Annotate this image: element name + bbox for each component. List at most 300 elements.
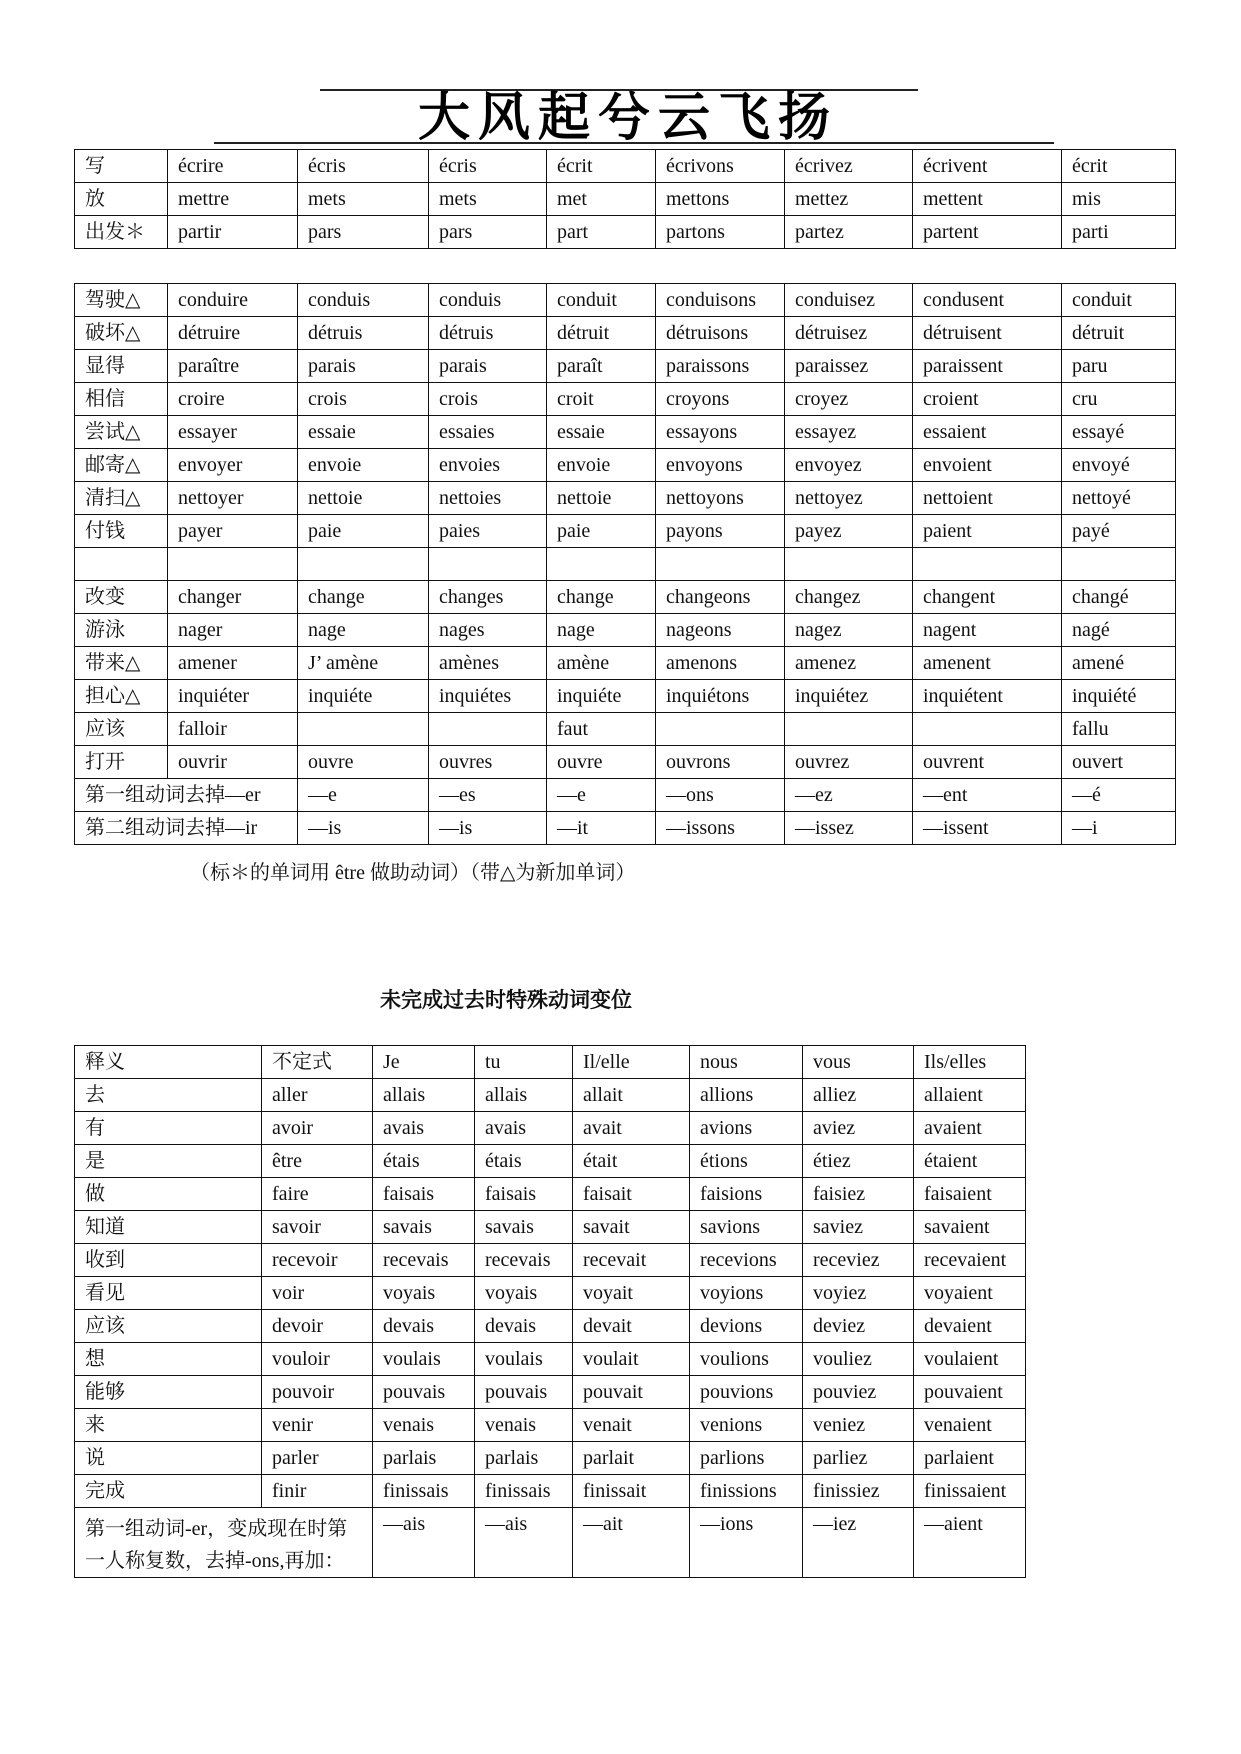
meaning-cell: 是 <box>75 1145 262 1178</box>
form-cell: faut <box>547 713 656 746</box>
form-cell: essaies <box>429 416 547 449</box>
form-cell: mis <box>1062 183 1176 216</box>
verb-row <box>75 1343 1026 1376</box>
form-cell: finir <box>262 1475 373 1508</box>
form-cell: —ent <box>913 779 1062 812</box>
form-cell: voyiez <box>803 1277 914 1310</box>
verb-row <box>75 383 1176 416</box>
ending-cell: —ais <box>373 1508 475 1578</box>
form-cell: part <box>547 216 656 249</box>
form-cell: changez <box>785 581 913 614</box>
meaning-cell: 打开 <box>75 746 168 779</box>
verb-row <box>75 1277 1026 1310</box>
form-cell: voyaient <box>914 1277 1026 1310</box>
form-cell: —is <box>298 812 429 845</box>
form-cell <box>656 713 785 746</box>
form-cell: nager <box>168 614 298 647</box>
form-cell: faisait <box>573 1178 690 1211</box>
form-cell: écrivez <box>785 150 913 183</box>
form-cell: étais <box>373 1145 475 1178</box>
form-cell: venions <box>690 1409 803 1442</box>
verb-row <box>75 581 1176 614</box>
form-cell: —issent <box>913 812 1062 845</box>
form-cell: alliez <box>803 1079 914 1112</box>
form-cell: conduire <box>168 284 298 317</box>
form-cell: amènes <box>429 647 547 680</box>
verb-row <box>75 746 1176 779</box>
form-cell: paies <box>429 515 547 548</box>
form-cell: ouvrez <box>785 746 913 779</box>
form-cell: ouvert <box>1062 746 1176 779</box>
form-cell: —issez <box>785 812 913 845</box>
form-cell <box>913 548 1062 581</box>
form-cell: pars <box>298 216 429 249</box>
form-cell: pouvais <box>373 1376 475 1409</box>
form-cell: parlais <box>475 1442 573 1475</box>
form-cell: essayons <box>656 416 785 449</box>
form-cell: amener <box>168 647 298 680</box>
verb-row <box>75 284 1176 317</box>
form-cell: devais <box>475 1310 573 1343</box>
form-cell: saviez <box>803 1211 914 1244</box>
meaning-cell: 说 <box>75 1442 262 1475</box>
form-cell: Il/elle <box>573 1046 690 1079</box>
form-cell: payez <box>785 515 913 548</box>
form-cell: conduis <box>429 284 547 317</box>
form-cell: inquiéte <box>547 680 656 713</box>
form-cell: pouvait <box>573 1376 690 1409</box>
form-cell: partez <box>785 216 913 249</box>
form-cell: inquiétons <box>656 680 785 713</box>
verb-row <box>75 647 1176 680</box>
form-cell: recevions <box>690 1244 803 1277</box>
form-cell: devions <box>690 1310 803 1343</box>
form-cell: veniez <box>803 1409 914 1442</box>
form-cell: avais <box>475 1112 573 1145</box>
form-cell <box>298 548 429 581</box>
verb-row <box>75 482 1176 515</box>
meaning-cell: 释义 <box>75 1046 262 1079</box>
ending-cell: —iez <box>803 1508 914 1578</box>
form-cell: partons <box>656 216 785 249</box>
form-cell: voyais <box>475 1277 573 1310</box>
form-cell: conduisons <box>656 284 785 317</box>
form-cell: cru <box>1062 383 1176 416</box>
form-cell: nettoie <box>547 482 656 515</box>
meaning-cell: 能够 <box>75 1376 262 1409</box>
form-cell: croire <box>168 383 298 416</box>
form-cell: ouvrons <box>656 746 785 779</box>
form-cell: parti <box>1062 216 1176 249</box>
form-cell: avoir <box>262 1112 373 1145</box>
verb-row <box>75 680 1176 713</box>
verb-row <box>75 449 1176 482</box>
form-cell: essayé <box>1062 416 1176 449</box>
form-cell: paraissez <box>785 350 913 383</box>
form-cell: nagé <box>1062 614 1176 647</box>
form-cell: paraître <box>168 350 298 383</box>
form-cell: paraissent <box>913 350 1062 383</box>
form-cell: savais <box>475 1211 573 1244</box>
form-cell: croyons <box>656 383 785 416</box>
form-cell: finissions <box>690 1475 803 1508</box>
verb-row <box>75 1145 1026 1178</box>
form-cell: allais <box>373 1079 475 1112</box>
form-cell: pouvais <box>475 1376 573 1409</box>
form-cell: étais <box>475 1145 573 1178</box>
form-cell: détruit <box>547 317 656 350</box>
form-cell: —i <box>1062 812 1176 845</box>
form-cell: pouviez <box>803 1376 914 1409</box>
meaning-cell: 破坏△ <box>75 317 168 350</box>
form-cell: condusent <box>913 284 1062 317</box>
verb-row <box>75 1376 1026 1409</box>
imperfect-tense-table <box>74 1045 1026 1578</box>
form-cell: envoyez <box>785 449 913 482</box>
form-cell: finissaient <box>914 1475 1026 1508</box>
rule-row <box>75 1508 1026 1578</box>
form-cell: changeons <box>656 581 785 614</box>
form-cell: essaie <box>547 416 656 449</box>
form-cell: détruire <box>168 317 298 350</box>
form-cell: recevaient <box>914 1244 1026 1277</box>
form-cell: payer <box>168 515 298 548</box>
form-cell: —it <box>547 812 656 845</box>
form-cell: pouvoir <box>262 1376 373 1409</box>
meaning-cell: 第二组动词去掉—ir <box>75 812 298 845</box>
form-cell: croient <box>913 383 1062 416</box>
form-cell: changé <box>1062 581 1176 614</box>
form-cell: faisions <box>690 1178 803 1211</box>
meaning-cell: 做 <box>75 1178 262 1211</box>
form-cell: allaient <box>914 1079 1026 1112</box>
form-cell: tu <box>475 1046 573 1079</box>
verb-row <box>75 416 1176 449</box>
verb-row <box>75 1211 1026 1244</box>
meaning-cell: 显得 <box>75 350 168 383</box>
meaning-cell: 看见 <box>75 1277 262 1310</box>
form-cell: change <box>547 581 656 614</box>
form-cell: croit <box>547 383 656 416</box>
form-cell: recevais <box>373 1244 475 1277</box>
form-cell: change <box>298 581 429 614</box>
form-cell: envoyons <box>656 449 785 482</box>
form-cell: —ez <box>785 779 913 812</box>
form-cell: conduis <box>298 284 429 317</box>
form-cell: recevoir <box>262 1244 373 1277</box>
form-cell: 不定式 <box>262 1046 373 1079</box>
form-cell: allions <box>690 1079 803 1112</box>
form-cell: nagez <box>785 614 913 647</box>
form-cell: aviez <box>803 1112 914 1145</box>
form-cell: inquiétez <box>785 680 913 713</box>
form-cell: finissais <box>373 1475 475 1508</box>
verb-row <box>75 317 1176 350</box>
form-cell: savoir <box>262 1211 373 1244</box>
form-cell: Ils/elles <box>914 1046 1026 1079</box>
form-cell <box>429 713 547 746</box>
form-cell: met <box>547 183 656 216</box>
form-cell: nettoyez <box>785 482 913 515</box>
form-cell: croyez <box>785 383 913 416</box>
form-cell: vous <box>803 1046 914 1079</box>
form-cell: détruisons <box>656 317 785 350</box>
present-tense-table-2 <box>74 283 1176 845</box>
form-cell: parlaient <box>914 1442 1026 1475</box>
form-cell: finissais <box>475 1475 573 1508</box>
form-cell: voulais <box>373 1343 475 1376</box>
form-cell: faisiez <box>803 1178 914 1211</box>
form-cell: allait <box>573 1079 690 1112</box>
form-cell: parliez <box>803 1442 914 1475</box>
form-cell: nettoyer <box>168 482 298 515</box>
meaning-cell: 带来△ <box>75 647 168 680</box>
form-cell: détruisent <box>913 317 1062 350</box>
form-cell: nettoie <box>298 482 429 515</box>
form-cell: voyait <box>573 1277 690 1310</box>
meaning-cell: 写 <box>75 150 168 183</box>
verb-row <box>75 1310 1026 1343</box>
form-cell: nettoyé <box>1062 482 1176 515</box>
form-cell: recevait <box>573 1244 690 1277</box>
form-cell <box>298 713 429 746</box>
form-cell: pars <box>429 216 547 249</box>
form-cell: amené <box>1062 647 1176 680</box>
form-cell: nettoyons <box>656 482 785 515</box>
form-cell: savais <box>373 1211 475 1244</box>
rule-label: 第一组动词-er，变成现在时第一人称复数，去掉-ons,再加： <box>75 1508 373 1578</box>
form-cell: venait <box>573 1409 690 1442</box>
form-cell: —é <box>1062 779 1176 812</box>
meaning-cell: 付钱 <box>75 515 168 548</box>
form-cell: étiez <box>803 1145 914 1178</box>
form-cell: crois <box>429 383 547 416</box>
form-cell: parlait <box>573 1442 690 1475</box>
meaning-cell: 去 <box>75 1079 262 1112</box>
form-cell: receviez <box>803 1244 914 1277</box>
verb-row <box>75 713 1176 746</box>
form-cell <box>168 548 298 581</box>
meaning-cell: 想 <box>75 1343 262 1376</box>
verb-row <box>75 779 1176 812</box>
form-cell: pouvaient <box>914 1376 1026 1409</box>
form-cell: essaie <box>298 416 429 449</box>
form-cell: —ons <box>656 779 785 812</box>
form-cell: détruisez <box>785 317 913 350</box>
form-cell: étions <box>690 1145 803 1178</box>
form-cell: faire <box>262 1178 373 1211</box>
form-cell: avaient <box>914 1112 1026 1145</box>
form-cell: parler <box>262 1442 373 1475</box>
form-cell: voulaient <box>914 1343 1026 1376</box>
form-cell: pouvions <box>690 1376 803 1409</box>
meaning-cell: 放 <box>75 183 168 216</box>
form-cell: ouvrent <box>913 746 1062 779</box>
form-cell: voulait <box>573 1343 690 1376</box>
form-cell: inquiétent <box>913 680 1062 713</box>
form-cell: écrit <box>1062 150 1176 183</box>
form-cell: paie <box>298 515 429 548</box>
form-cell: envoie <box>298 449 429 482</box>
verb-row <box>75 350 1176 383</box>
form-cell: nage <box>298 614 429 647</box>
verb-row <box>75 216 1176 249</box>
form-cell <box>656 548 785 581</box>
verb-row <box>75 183 1176 216</box>
form-cell: falloir <box>168 713 298 746</box>
form-cell: devoir <box>262 1310 373 1343</box>
form-cell <box>785 548 913 581</box>
verb-row <box>75 1178 1026 1211</box>
form-cell: changent <box>913 581 1062 614</box>
meaning-cell <box>75 548 168 581</box>
form-cell: envoies <box>429 449 547 482</box>
form-cell <box>913 713 1062 746</box>
form-cell: parais <box>429 350 547 383</box>
form-cell: conduit <box>547 284 656 317</box>
meaning-cell: 相信 <box>75 383 168 416</box>
form-cell: nous <box>690 1046 803 1079</box>
banner-bottom-rule <box>214 142 1054 144</box>
form-cell: écris <box>298 150 429 183</box>
form-cell: mets <box>298 183 429 216</box>
form-cell: savions <box>690 1211 803 1244</box>
present-tense-table-1 <box>74 149 1176 249</box>
section-heading: 未完成过去时特殊动词变位 <box>380 988 632 1012</box>
form-cell: mettez <box>785 183 913 216</box>
form-cell: venais <box>475 1409 573 1442</box>
form-cell: nettoient <box>913 482 1062 515</box>
meaning-cell: 收到 <box>75 1244 262 1277</box>
form-cell: était <box>573 1145 690 1178</box>
form-cell: voulions <box>690 1343 803 1376</box>
form-cell: paraît <box>547 350 656 383</box>
form-cell: amenez <box>785 647 913 680</box>
form-cell: —es <box>429 779 547 812</box>
verb-row <box>75 515 1176 548</box>
form-cell: ouvres <box>429 746 547 779</box>
form-cell: mettons <box>656 183 785 216</box>
form-cell: venaient <box>914 1409 1026 1442</box>
form-cell: être <box>262 1145 373 1178</box>
form-cell: nageons <box>656 614 785 647</box>
verb-row <box>75 150 1176 183</box>
form-cell: devais <box>373 1310 475 1343</box>
meaning-cell: 尝试△ <box>75 416 168 449</box>
form-cell: inquiéte <box>298 680 429 713</box>
ending-cell: —ions <box>690 1508 803 1578</box>
form-cell: nages <box>429 614 547 647</box>
form-cell: partir <box>168 216 298 249</box>
verb-row <box>75 1112 1026 1145</box>
form-cell <box>547 548 656 581</box>
meaning-cell: 来 <box>75 1409 262 1442</box>
form-cell: vouloir <box>262 1343 373 1376</box>
meaning-cell: 完成 <box>75 1475 262 1508</box>
form-cell: conduisez <box>785 284 913 317</box>
legend-note: （标＊的单词用 être 做助动词）（带△为新加单词） <box>190 862 636 884</box>
meaning-cell: 第一组动词去掉—er <box>75 779 298 812</box>
ending-cell: —aient <box>914 1508 1026 1578</box>
form-cell: détruit <box>1062 317 1176 350</box>
form-cell: savaient <box>914 1211 1026 1244</box>
form-cell: vouliez <box>803 1343 914 1376</box>
meaning-cell: 知道 <box>75 1211 262 1244</box>
form-cell: envoyé <box>1062 449 1176 482</box>
form-cell: fallu <box>1062 713 1176 746</box>
form-cell: écris <box>429 150 547 183</box>
form-cell: inquiétes <box>429 680 547 713</box>
form-cell: amène <box>547 647 656 680</box>
form-cell: détruis <box>429 317 547 350</box>
meaning-cell: 改变 <box>75 581 168 614</box>
form-cell: avions <box>690 1112 803 1145</box>
meaning-cell: 驾驶△ <box>75 284 168 317</box>
form-cell: paraissons <box>656 350 785 383</box>
form-cell: détruis <box>298 317 429 350</box>
form-cell: —issons <box>656 812 785 845</box>
form-cell: amenons <box>656 647 785 680</box>
form-cell: venais <box>373 1409 475 1442</box>
form-cell <box>1062 548 1176 581</box>
form-cell: J’ amène <box>298 647 429 680</box>
form-cell: voyais <box>373 1277 475 1310</box>
form-cell: paient <box>913 515 1062 548</box>
form-cell: paru <box>1062 350 1176 383</box>
form-cell: écrivent <box>913 150 1062 183</box>
form-cell: mettent <box>913 183 1062 216</box>
verb-row <box>75 614 1176 647</box>
form-cell: nage <box>547 614 656 647</box>
form-cell: changes <box>429 581 547 614</box>
form-cell: voulais <box>475 1343 573 1376</box>
form-cell: écrit <box>547 150 656 183</box>
meaning-cell: 应该 <box>75 1310 262 1343</box>
form-cell: faisais <box>373 1178 475 1211</box>
form-cell: faisais <box>475 1178 573 1211</box>
form-cell: inquiété <box>1062 680 1176 713</box>
verb-row <box>75 812 1176 845</box>
form-cell: partent <box>913 216 1062 249</box>
form-cell: —e <box>298 779 429 812</box>
form-cell: avais <box>373 1112 475 1145</box>
form-cell: écrivons <box>656 150 785 183</box>
form-cell: venir <box>262 1409 373 1442</box>
form-cell: savait <box>573 1211 690 1244</box>
form-cell: finissait <box>573 1475 690 1508</box>
verb-row <box>75 1244 1026 1277</box>
form-cell: essayer <box>168 416 298 449</box>
form-cell: devaient <box>914 1310 1026 1343</box>
form-cell: voyions <box>690 1277 803 1310</box>
form-cell: étaient <box>914 1145 1026 1178</box>
form-cell: ouvre <box>547 746 656 779</box>
ending-cell: —ait <box>573 1508 690 1578</box>
meaning-cell: 邮寄△ <box>75 449 168 482</box>
form-cell: parlions <box>690 1442 803 1475</box>
form-cell: conduit <box>1062 284 1176 317</box>
form-cell: écrire <box>168 150 298 183</box>
verb-row <box>75 1046 1026 1079</box>
form-cell: allais <box>475 1079 573 1112</box>
form-cell: essaient <box>913 416 1062 449</box>
form-cell: recevais <box>475 1244 573 1277</box>
banner-title: 大风起兮云飞扬 <box>418 87 839 148</box>
form-cell: —e <box>547 779 656 812</box>
meaning-cell: 出发＊ <box>75 216 168 249</box>
form-cell: mets <box>429 183 547 216</box>
form-cell: parais <box>298 350 429 383</box>
